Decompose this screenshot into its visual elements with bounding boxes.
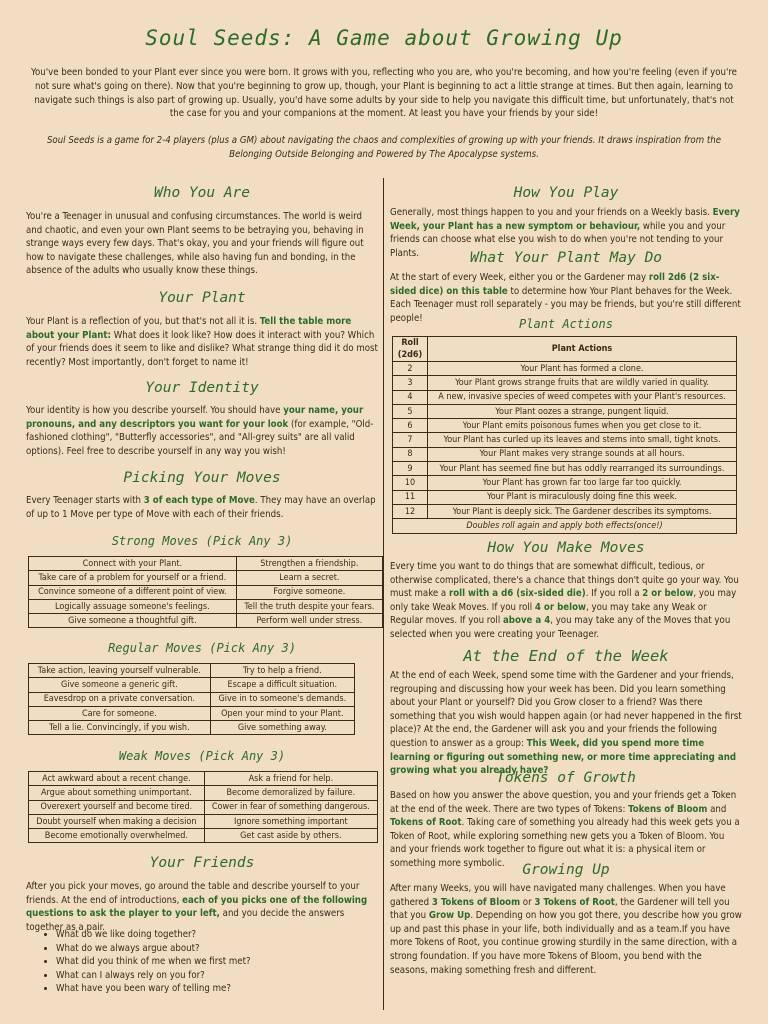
roll-cell: 12: [393, 504, 428, 518]
table-row: [393, 462, 737, 476]
move-cell: Forgive someone.: [236, 585, 382, 599]
action-cell: Your Plant has curled up its leaves and stems into small, tight knots.: [428, 433, 737, 447]
table-row: [393, 476, 737, 490]
table-row: [29, 786, 378, 800]
table-row: [393, 447, 737, 461]
tagline-paragraph: Soul Seeds is a game for 2-4 players (plus a GM) about navigating the chaos and complexities of growing up with your friends. It draws inspiration from the Belonging Outside Belonging and Powered by The Apocalypse systems.: [46, 135, 722, 160]
table-row: [29, 772, 378, 786]
table-row: [29, 664, 355, 678]
roll-cell: 9: [393, 462, 428, 476]
your-plant-text: Your Plant is a reflection of you, but that's not all it is. Tell the table more about your Plant: What does it look like? How does it interact with you? Which of your friends does it seem to like and dislike? What strange thing did it do most recently? Most importantly, don't forget to name it!: [26, 316, 378, 368]
roll-cell: 11: [393, 490, 428, 504]
plant-actions-column-header: Plant Actions: [428, 337, 737, 362]
move-cell: Tell the truth despite your fears.: [236, 599, 382, 613]
list-item: • What did you think of me when we first met?: [56, 955, 386, 969]
table-row: [393, 490, 737, 504]
roll-cell: 6: [393, 419, 428, 433]
table-row: [29, 557, 383, 571]
move-cell: Become demoralized by failure.: [204, 786, 377, 800]
table-row: [29, 800, 378, 814]
what-plant-may-do-text: At the start of every Week, either you or the Gardener may roll 2d6 (2 six-sided dice) on this table to determine how Your Plant behaves for the Week. Each Teenager must roll separately - you may be friends, but you're still different people!: [390, 272, 741, 324]
your-friends-text: After you pick your moves, go around the table and describe yourself to your friends. At the end of introductions, each of you picks one of the following questions to ask the player to your left, and you decide the answers together as a pair.: [26, 881, 368, 933]
table-row: [29, 829, 378, 843]
strong-moves-heading: Strong Moves (Pick Any 3): [111, 534, 293, 548]
how-you-make-moves-text: Every time you want to do things that are somewhat difficult, tedious, or otherwise complicated, there's a chance that things don't quite go your way. You must make a roll with a d6 (six-sided die). If you roll a 2 or below, you may only take Weak Moves. If you roll 4 or below, you may take any Weak or Regular moves. If you roll above a 4, you may take any of the Moves that you selected when you were creating your Teenager.: [390, 561, 739, 640]
table-row: [393, 362, 737, 376]
move-cell: Learn a secret.: [236, 571, 382, 585]
table-row: [29, 585, 383, 599]
table-row: [29, 814, 378, 828]
move-cell: Ask a friend for help.: [204, 772, 377, 786]
your-plant-heading: Your Plant: [158, 290, 246, 306]
table-row: [29, 614, 383, 628]
roll-cell: 3: [393, 376, 428, 390]
weak-moves-table: [28, 771, 378, 843]
move-cell: Get cast aside by others.: [204, 829, 377, 843]
action-cell: Your Plant oozes a strange, pungent liquid.: [428, 404, 737, 418]
table-row: [393, 504, 737, 518]
action-cell: Your Plant grows strange fruits that are wildly varied in quality.: [428, 376, 737, 390]
action-cell: Your Plant is deeply sick. The Gardener describes its symptoms.: [428, 504, 737, 518]
plant-actions-heading: Plant Actions: [519, 317, 613, 331]
tokens-of-growth-heading: Tokens of Growth: [496, 770, 636, 786]
how-you-play-text: Generally, most things happen to you and your friends on a Weekly basis. Every Week, your Plant has a new symptom or behaviour, while you and your friends can choose what else you wish to do when you're not tending to your Plants.: [390, 207, 740, 259]
move-cell: Logically assuage someone's feelings.: [29, 599, 237, 613]
move-cell: Escape a difficult situation.: [210, 678, 354, 692]
table-row: [393, 404, 737, 418]
how-you-make-moves-heading: How You Make Moves: [487, 540, 645, 556]
your-identity-text: Your identity is how you describe yourself. You should have your name, your pronouns, and any descriptors you want for your look (for example, "Old-fashioned clothing", "Butterfly accessories", and "All-grey suits" are all valid options). Feel free to describe yourself in any way you wish!: [26, 405, 374, 457]
list-item: • What have you been wary of telling me?: [56, 982, 386, 996]
move-cell: Give someone a thoughtful gift.: [29, 614, 237, 628]
table-row: [29, 571, 383, 585]
table-row: [29, 692, 355, 706]
list-item: • What can I always rely on you for?: [56, 969, 386, 983]
action-cell: Your Plant has grown far too large far too quickly.: [428, 476, 737, 490]
doubles-note: Doubles roll again and apply both effects(once!): [393, 519, 737, 533]
action-cell: Your Plant makes very strange sounds at all hours.: [428, 447, 737, 461]
move-cell: Perform well under stress.: [236, 614, 382, 628]
picking-moves-heading: Picking Your Moves: [123, 470, 281, 486]
table-row: [29, 721, 355, 735]
roll-cell: 5: [393, 404, 428, 418]
regular-moves-heading: Regular Moves (Pick Any 3): [108, 641, 296, 655]
table-row: [393, 376, 737, 390]
your-identity-heading: Your Identity: [145, 380, 259, 396]
move-cell: Doubt yourself when making a decision: [29, 814, 205, 828]
move-cell: Connect with your Plant.: [29, 557, 237, 571]
move-cell: Eavesdrop on a private conversation.: [29, 692, 211, 706]
regular-moves-table: [28, 663, 355, 735]
move-cell: Cower in fear of something dangerous.: [204, 800, 377, 814]
move-cell: Convince someone of a different point of view.: [29, 585, 237, 599]
how-you-play-heading: How You Play: [513, 185, 619, 201]
table-row: [29, 706, 355, 720]
move-cell: Give something away.: [210, 721, 354, 735]
move-cell: Argue about something unimportant.: [29, 786, 205, 800]
roll-column-header: Roll (2d6): [393, 337, 428, 362]
move-cell: Become emotionally overwhelmed.: [29, 829, 205, 843]
page-title: Soul Seeds: A Game about Growing Up: [145, 26, 623, 50]
intro-paragraph: You've been bonded to your Plant ever since you were born. It grows with you, reflecting who you are, who you're becoming, and how you're feeling (even if you're not sure what's going on there). Now that you're beginning to grow up, though, your Plant is beginning to act a little strange at times. But then again, learning to navigate such things is also part of growing up. Usually, you'd have some adults by your side to help you navigate this difficult time, but unfortunately, that's not the case for you and your companions at the moment. At least you have your friends by your side!: [30, 67, 737, 120]
action-cell: Your Plant is miraculously doing fine this week.: [428, 490, 737, 504]
friends-question-list: [38, 928, 386, 996]
move-cell: Act awkward about a recent change.: [29, 772, 205, 786]
move-cell: Tell a lie. Convincingly, if you wish.: [29, 721, 211, 735]
move-cell: Overexert yourself and become tired.: [29, 800, 205, 814]
move-cell: Give someone a generic gift.: [29, 678, 211, 692]
action-cell: A new, invasive species of weed competes with your Plant's resources.: [428, 390, 737, 404]
list-item: • What do we like doing together?: [56, 928, 386, 942]
move-cell: Take action, leaving yourself vulnerable.: [29, 664, 211, 678]
picking-moves-text: Every Teenager starts with 3 of each type of Move. They may have an overlap of up to 1 Move per type of Move with each of their friends.: [26, 495, 376, 520]
table-row: [29, 599, 383, 613]
what-plant-may-do-heading: What Your Plant May Do: [469, 250, 663, 266]
roll-cell: 7: [393, 433, 428, 447]
roll-cell: 8: [393, 447, 428, 461]
table-row: [393, 419, 737, 433]
strong-moves-table: [28, 556, 383, 628]
move-cell: Care for someone.: [29, 706, 211, 720]
column-divider: [383, 178, 384, 1010]
table-row: [393, 433, 737, 447]
action-cell: Your Plant has formed a clone.: [428, 362, 737, 376]
end-of-week-text: At the end of each Week, spend some time with the Gardener and your friends, regrouping and discussing how your week has been. Did you learn something about your Plant or yourself? Did you Grow closer to a friend? Was there something that you wish would happen again (or had never happened in the first place)? At the end, the Gardener will ask you and your friends the following question to answer as a group: This Week, did you spend more time learning or figuring out something new, or more time appreciating and growing what you already have?: [390, 670, 742, 777]
action-cell: Your Plant has seemed fine but has oddly rearranged its surroundings.: [428, 462, 737, 476]
who-you-are-heading: Who You Are: [153, 185, 251, 201]
tokens-of-growth-text: Based on how you answer the above question, you and your friends get a Token at the end of the week. There are two types of Tokens: Tokens of Bloom and Tokens of Root. Taking care of something you already had this week gets you a Token of Root, while exploring something new gets you a Token of Bloom. You and your friends work together to figure out what it is: a physical item or something more symbolic.: [390, 790, 740, 869]
plant-actions-table: [392, 336, 737, 534]
table-row: [393, 390, 737, 404]
action-cell: Your Plant emits poisonous fumes when you get close to it.: [428, 419, 737, 433]
growing-up-text: After many Weeks, you will have navigated many challenges. When you have gathered 3 Tokens of Bloom or 3 Tokens of Root, the Gardener will tell you that you Grow Up. Depending on how you got there, you describe how you grow up and past this phase in your life, both individually and as a team.If you have more Tokens of Root, you continue growing sturdily in the same direction, with a strong foundation. If you have more Tokens of Bloom, you bend with the seasons, making something fresh and different.: [390, 883, 742, 976]
roll-cell: 2: [393, 362, 428, 376]
who-you-are-text: You're a Teenager in unusual and confusing circumstances. The world is weird and chaotic, and even your own Plant seems to be betraying you, behaving in strange ways every few days. That's okay, you and your friends will figure out how to navigate these challenges, while also having fun and bonding, in the absence of the adults who usually know these things.: [26, 211, 364, 277]
roll-cell: 10: [393, 476, 428, 490]
move-cell: Give in to someone's demands.: [210, 692, 354, 706]
roll-cell: 4: [393, 390, 428, 404]
table-row: [29, 678, 355, 692]
your-friends-heading: Your Friends: [149, 855, 255, 871]
list-item: • What do we always argue about?: [56, 942, 386, 956]
move-cell: Strengthen a friendship.: [236, 557, 382, 571]
move-cell: Open your mind to your Plant.: [210, 706, 354, 720]
end-of-week-heading: At the End of the Week: [463, 647, 669, 665]
move-cell: Ignore something important: [204, 814, 377, 828]
move-cell: Take care of a problem for yourself or a friend.: [29, 571, 237, 585]
move-cell: Try to help a friend.: [210, 664, 354, 678]
weak-moves-heading: Weak Moves (Pick Any 3): [118, 749, 286, 763]
growing-up-heading: Growing Up: [522, 862, 610, 878]
